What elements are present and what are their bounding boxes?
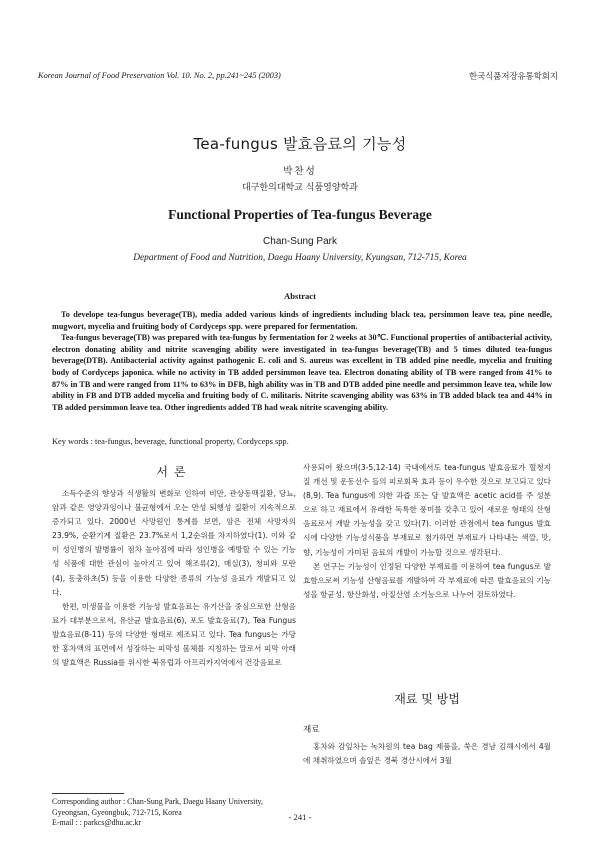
body-paragraph: 본 연구는 기능성이 인정된 다양한 부재료를 이용하여 tea fungus로 발효함으로써 기능성 산형음료를 개발하여 각 부재료에 따른 발효음료의 기능성을 항균성, 항산화성, 아질산염 소거능으로 나누어 검토하였다. <box>303 561 551 599</box>
keywords: Key words : tea-fungus, beverage, functional property, Cordyceps spp. <box>52 437 289 446</box>
page-number: - 241 - <box>288 812 312 822</box>
abstract-heading: Abstract <box>284 291 316 301</box>
abstract-body <box>52 309 552 413</box>
materials-column <box>303 740 551 768</box>
materials-subheading: 재료 <box>303 725 320 735</box>
footnote-divider <box>52 793 124 794</box>
body-paragraph: 한편, 미생물을 이용한 기능성 발효음료는 유기산을 중심으로한 산형음료가 대부분으로서, 유산균 발효음료(6), 포도 발효음료(7), Tea Fungus 발효음료(8-11) 등의 다양한 형태로 제조되고 있다. Tea fungus는 가당한 홍차액의 표면에서 성장하는 피막성 물체를 지칭하는 말로서 피막 아래의 발효액은 Russia를 위시한 북유럽과 아프리카지역에서 건강음료로 <box>52 601 296 668</box>
body-paragraph: 소득수준의 향상과 식생활의 변화로 인하여 비만, 관상동맥질환, 당뇨, 암과 같은 영양과잉이나 불균형에서 오는 만성 퇴행성 질환이 지속적으로 증가되고 있다. 2000년 사망원인 통계를 보면, 암은 전체 사망자의 23.9%, 순환기계 질환은 23.7%로서 1,2순위를 차지하였다(1). 이와 같이 성인병의 발병률이 점차 높아짐에 따라 성인병을 예방할 수 있는 기능성 식품에 대한 관심이 높아지고 있어 해조류(2), 매실(3), 청피와 모란(4), 동충하초(5) 등을 이용한 다양한 종류의 기능성 음료가 개발되고 있다. <box>52 489 296 597</box>
intro-left-column <box>52 487 296 670</box>
english-author: Chan-Sung Park <box>263 236 337 247</box>
intro-right-column <box>303 461 551 602</box>
english-title: Functional Properties of Tea-fungus Beverage <box>168 207 432 222</box>
footnote-line: Corresponding author : Chan-Sung Park, Daegu Haany University, <box>52 797 263 806</box>
abstract-paragraph: To develope tea-fungus beverage(TB), media added various kinds of ingredients including black tea, persimmon leave tea, pine needle, mugwort, mycelia and fruiting body of Cordyceps spp. were prepared for fermentation. <box>52 310 552 331</box>
body-paragraph: 홍차와 감잎차는 녹차원의 tea bag 제품을, 쑥은 경남 김해시에서 4월에 채취하였으며 솔잎은 경북 경산시에서 3월 <box>303 742 551 766</box>
english-affiliation: Department of Food and Nutrition, Daegu Haany University, Kyungsan, 712-715, Korea <box>133 253 467 263</box>
society-name: 한국식품저장유통학회지 <box>469 71 558 81</box>
footnote-line: Gyeongsan, Gyeongbuk, 712-715, Korea <box>52 807 182 817</box>
abstract-paragraph: Tea-fungus beverage(TB) was prepared with tea-fungus by fermentation for 2 weeks at 30℃. Functional properties of antibacterial activity, electron donating ability and nitrite scavenging ability were investigated in tea-fungus beverage(TB) and 5 times diluted tea-fungus beverage(DTB). Antibacterial activity against pathogenic E. coli and S. aureus was excellent in TB added pine needle, mycelia and fruiting body of Cordyceps japonica. while no activity in TB added persimmon leave tea. Electron donating ability of TB were ranged from 41% to 87% in TB and were ranged from 11% to 63% in DFB, high ability was in TB and DTB added pine needle and persimmon leave tea, while low ability in FB and DTB added mycelia and fruiting body of C. militaris. Nitrite scavenging ability was 63% in TB added black tea and 44% in TB added persimmon leave tea. Other ingredients added TB had weak nitrite scavenging ability. <box>52 333 552 412</box>
korean-title: Tea-fungus 발효음료의 기능성 <box>193 135 407 153</box>
footnote-email: E-mail : : parkcs@dhu.ac.kr <box>52 818 141 827</box>
intro-heading: 서론 <box>156 465 192 479</box>
methods-heading: 재료 및 방법 <box>394 692 460 706</box>
journal-citation: Korean Journal of Food Preservation Vol. 10. No. 2, pp.241~245 (2003) <box>38 71 281 80</box>
body-paragraph: 사용되어 왔으며(3-5,12-14) 국내에서도 tea-fungus 발효음료가 혈청지질 개선 및 운동선수 들의 피로회복 효과 등이 우수한 것으로 보고되고 있다(8,9). Tea fungus에 의한 과즙 또는 당 발효액은 acetic acid를 주 성분으로 하고 재료에서 유래한 독특한 풍미를 갖추고 있어 새로운 형태의 산형음료로서 개발 가능성을 갖고 있다(7). 이러한 관점에서 tea fungus 발효시에 다양한 기능성식품을 부재료로 첨가하면 부재료가 나타내는 색깔, 맛, 향, 기능성이 가미된 음료의 개발이 가능할 것으로 생각된다. <box>303 463 551 557</box>
korean-affiliation: 대구한의대학교 식품영양학과 <box>242 183 358 193</box>
korean-author: 박찬성 <box>283 166 317 177</box>
